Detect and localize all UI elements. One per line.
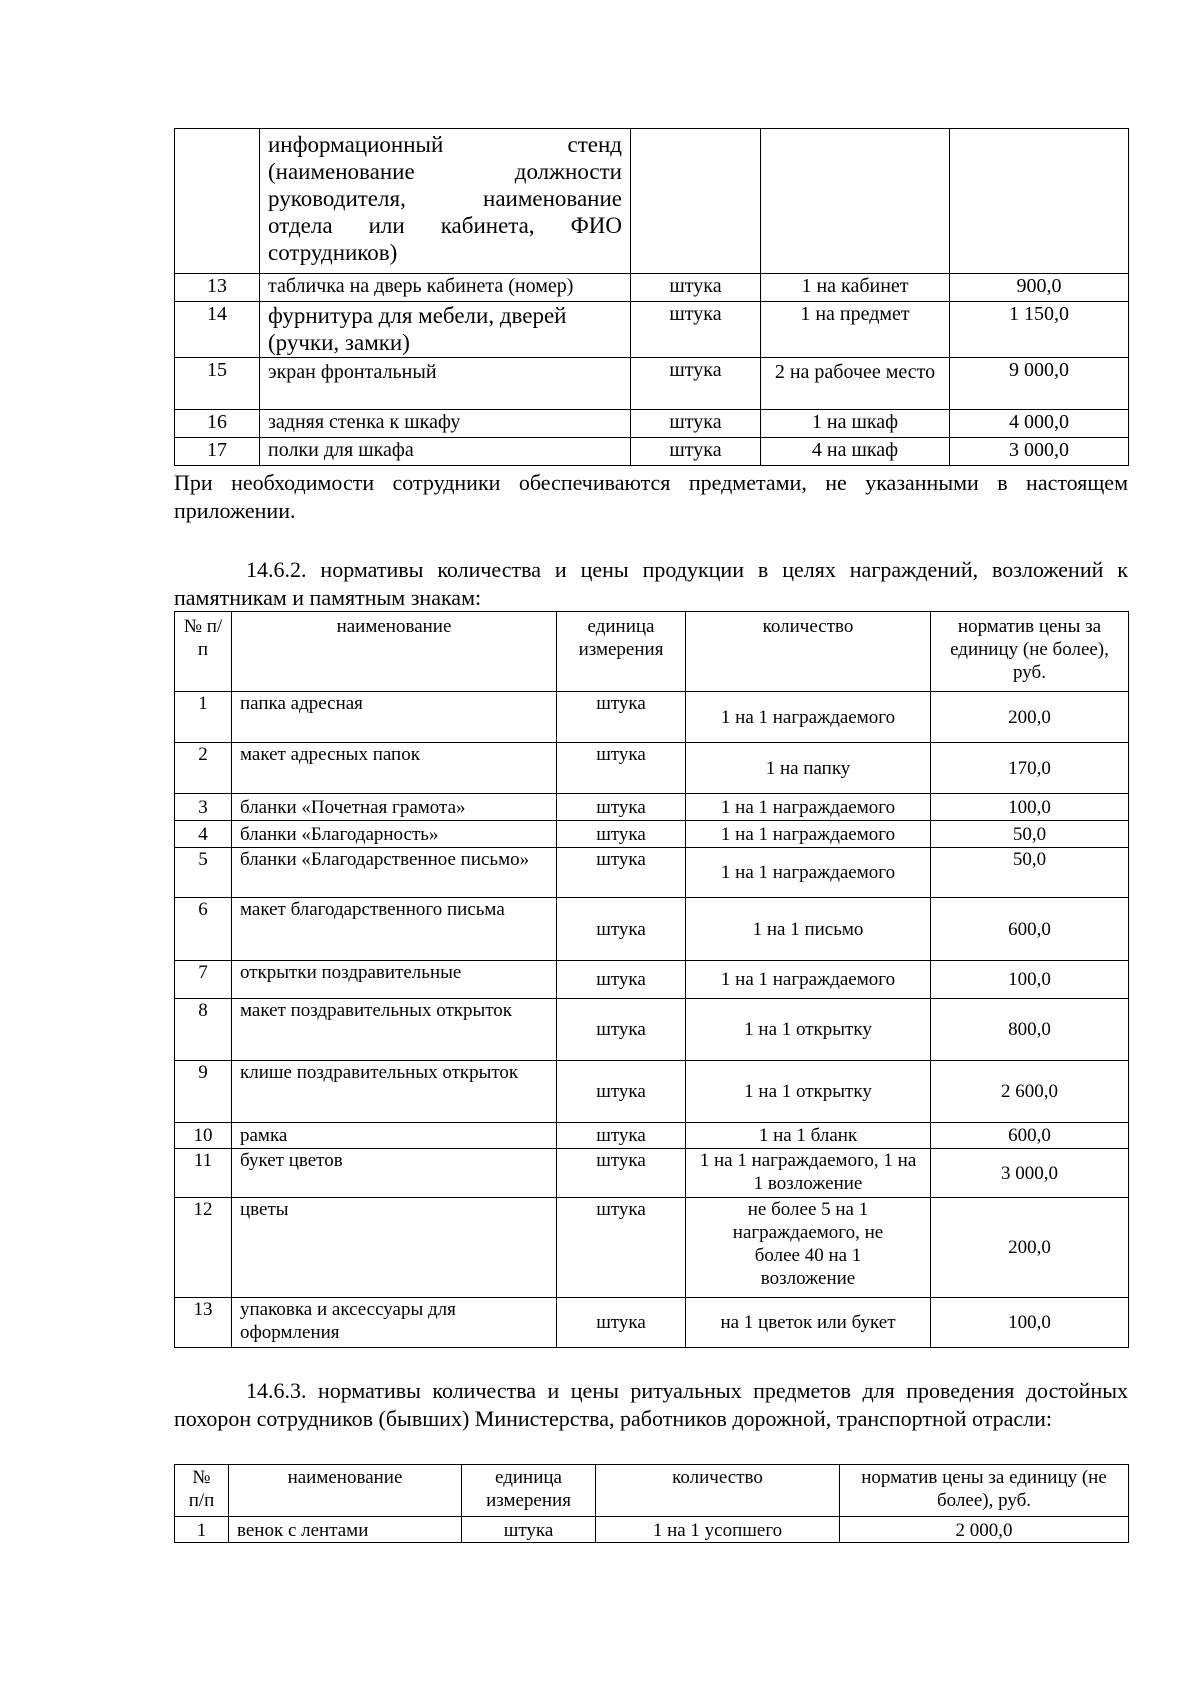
item-price: 100,0	[931, 961, 1129, 999]
header-quantity: количество	[686, 612, 931, 692]
item-quantity: 1 на 1 награждаемого	[686, 692, 931, 743]
table-header-row	[175, 1465, 1129, 1517]
item-name	[260, 129, 631, 274]
table-row	[175, 743, 1129, 794]
item-price: 100,0	[931, 794, 1129, 821]
item-name: бланки «Почетная грамота»	[232, 794, 557, 821]
header-name: наименование	[232, 612, 557, 692]
item-unit: штука	[631, 302, 761, 358]
item-quantity: 4 на шкаф	[761, 438, 950, 466]
item-price: 1 150,0	[950, 302, 1129, 358]
item-price: 200,0	[931, 692, 1129, 743]
table-row	[175, 999, 1129, 1061]
table-row	[175, 129, 1129, 274]
item-name: открытки поздравительные	[232, 961, 557, 999]
row-number: 5	[175, 848, 232, 898]
item-unit: штука	[557, 999, 686, 1061]
header-num: № п/п	[175, 1465, 229, 1517]
item-unit: штука	[557, 1061, 686, 1123]
table-row	[175, 821, 1129, 848]
row-number: 13	[175, 1298, 232, 1348]
item-quantity: 1 на предмет	[761, 302, 950, 358]
item-unit: штука	[557, 1123, 686, 1149]
section-heading-14-6-2: 14.6.2. нормативы количества и цены продукции в целях награждений, возложений к памятникам и памятным знакам:	[174, 557, 1128, 610]
item-price: 50,0	[931, 821, 1129, 848]
item-unit: штука	[631, 410, 761, 438]
header-unit: единица измерения	[557, 612, 686, 692]
row-number: 10	[175, 1123, 232, 1149]
header-unit: единица измерения	[462, 1465, 596, 1517]
item-price: 50,0	[931, 848, 1129, 898]
row-number: 6	[175, 898, 232, 961]
item-name: венок с лентами	[229, 1517, 462, 1543]
item-name: клише поздравительных открыток	[232, 1061, 557, 1123]
table-row	[175, 358, 1129, 410]
row-number: 13	[175, 274, 260, 302]
table-row	[175, 961, 1129, 999]
item-price	[950, 129, 1129, 274]
item-price: 100,0	[931, 1298, 1129, 1348]
row-number: 8	[175, 999, 232, 1061]
item-price: 9 000,0	[950, 358, 1129, 410]
row-number: 11	[175, 1149, 232, 1198]
item-quantity: 1 на 1 усопшего	[596, 1517, 840, 1543]
item-name: экран фронтальный	[260, 358, 631, 410]
item-quantity: 1 на 1 награждаемого, 1 на 1 возложение	[686, 1149, 931, 1198]
item-price: 4 000,0	[950, 410, 1129, 438]
furniture-items-table	[174, 128, 1129, 466]
item-unit: штука	[631, 438, 761, 466]
ritual-items-table	[174, 1464, 1129, 1543]
table-row	[175, 794, 1129, 821]
item-unit: штука	[557, 1149, 686, 1198]
table-row	[175, 274, 1129, 302]
item-name-line: отдела или кабинета, ФИО	[268, 213, 622, 238]
item-quantity: 1 на 1 открытку	[686, 1061, 931, 1123]
table-row	[175, 692, 1129, 743]
row-number: 1	[175, 1517, 229, 1543]
item-quantity: 1 на 1 награждаемого	[686, 794, 931, 821]
item-unit	[631, 129, 761, 274]
row-number: 9	[175, 1061, 232, 1123]
item-unit: штука	[462, 1517, 596, 1543]
item-price: 3 000,0	[950, 438, 1129, 466]
header-price: норматив цены за единицу (не более), руб.	[840, 1465, 1129, 1517]
item-price: 900,0	[950, 274, 1129, 302]
table-row	[175, 1517, 1129, 1543]
table-row	[175, 410, 1129, 438]
table-row	[175, 438, 1129, 466]
item-name-line: руководителя, наименование	[268, 186, 622, 211]
item-name: полки для шкафа	[260, 438, 631, 466]
item-quantity: на 1 цветок или букет	[686, 1298, 931, 1348]
row-number: 2	[175, 743, 232, 794]
item-price: 170,0	[931, 743, 1129, 794]
row-number: 7	[175, 961, 232, 999]
item-quantity: 1 на 1 награждаемого	[686, 821, 931, 848]
table-row	[175, 1198, 1129, 1298]
header-name: наименование	[229, 1465, 462, 1517]
item-price: 3 000,0	[931, 1149, 1129, 1198]
item-price: 600,0	[931, 1123, 1129, 1149]
item-price: 600,0	[931, 898, 1129, 961]
item-quantity: 1 на папку	[686, 743, 931, 794]
table-row	[175, 848, 1129, 898]
item-name: папка адресная	[232, 692, 557, 743]
item-name: упаковка и аксессуары для оформления	[232, 1298, 557, 1348]
item-name-line: информационный стенд	[268, 132, 622, 157]
item-unit: штука	[557, 794, 686, 821]
section-heading-14-6-3: 14.6.3. нормативы количества и цены ритуальных предметов для проведения достойных похорон сотрудников (бывших) Министерства, работников дорожной, транспортной отрасли:	[174, 1378, 1128, 1431]
item-name: бланки «Благодарность»	[232, 821, 557, 848]
item-quantity: 1 на 1 награждаемого	[686, 848, 931, 898]
item-quantity: 1 на шкаф	[761, 410, 950, 438]
item-quantity: 1 на 1 награждаемого	[686, 961, 931, 999]
item-quantity: 1 на 1 открытку	[686, 999, 931, 1061]
item-name: бланки «Благодарственное письмо»	[232, 848, 557, 898]
item-price: 2 000,0	[840, 1517, 1129, 1543]
item-price: 2 600,0	[931, 1061, 1129, 1123]
item-name: макет поздравительных открыток	[232, 999, 557, 1061]
row-number	[175, 129, 260, 274]
row-number: 16	[175, 410, 260, 438]
item-unit: штука	[557, 898, 686, 961]
item-unit: штука	[557, 848, 686, 898]
item-quantity: 1 на 1 бланк	[686, 1123, 931, 1149]
item-name: табличка на дверь кабинета (номер)	[260, 274, 631, 302]
item-unit: штука	[557, 1298, 686, 1348]
table-row	[175, 898, 1129, 961]
table-row	[175, 1298, 1129, 1348]
item-unit: штука	[631, 358, 761, 410]
item-name-line: (наименование должности	[268, 159, 622, 184]
item-quantity: 2 на рабочее место	[761, 358, 950, 410]
item-quantity: 1 на кабинет	[761, 274, 950, 302]
item-price: 200,0	[931, 1198, 1129, 1298]
item-unit: штука	[631, 274, 761, 302]
row-number: 3	[175, 794, 232, 821]
header-quantity: количество	[596, 1465, 840, 1517]
row-number: 4	[175, 821, 232, 848]
row-number: 14	[175, 302, 260, 358]
item-price: 800,0	[931, 999, 1129, 1061]
item-quantity: 1 на 1 письмо	[686, 898, 931, 961]
row-number: 17	[175, 438, 260, 466]
item-name: рамка	[232, 1123, 557, 1149]
item-name: задняя стенка к шкафу	[260, 410, 631, 438]
item-unit: штука	[557, 743, 686, 794]
item-name: макет благодарственного письма	[232, 898, 557, 961]
table-row	[175, 1149, 1129, 1198]
header-num: № п/п	[175, 612, 232, 692]
awards-products-table	[174, 611, 1129, 1348]
header-price: норматив цены за единицу (не более), руб.	[931, 612, 1129, 692]
note-paragraph: При необходимости сотрудники обеспечиваются предметами, не указанными в настоящем приложении.	[174, 470, 1128, 523]
item-unit: штука	[557, 961, 686, 999]
item-unit: штука	[557, 1198, 686, 1298]
item-name-line: сотрудников)	[268, 240, 398, 265]
item-name: фурнитура для мебели, дверей (ручки, замки)	[260, 302, 631, 358]
item-quantity: не более 5 на 1 награждаемого, не более 40 на 1 возложение	[686, 1198, 931, 1298]
item-name: макет адресных папок	[232, 743, 557, 794]
row-number: 12	[175, 1198, 232, 1298]
table-row	[175, 1061, 1129, 1123]
item-name: цветы	[232, 1198, 557, 1298]
item-name: букет цветов	[232, 1149, 557, 1198]
item-unit: штука	[557, 692, 686, 743]
table-row	[175, 302, 1129, 358]
row-number: 1	[175, 692, 232, 743]
row-number: 15	[175, 358, 260, 410]
table-header-row	[175, 612, 1129, 692]
item-unit: штука	[557, 821, 686, 848]
table-row	[175, 1123, 1129, 1149]
item-quantity	[761, 129, 950, 274]
